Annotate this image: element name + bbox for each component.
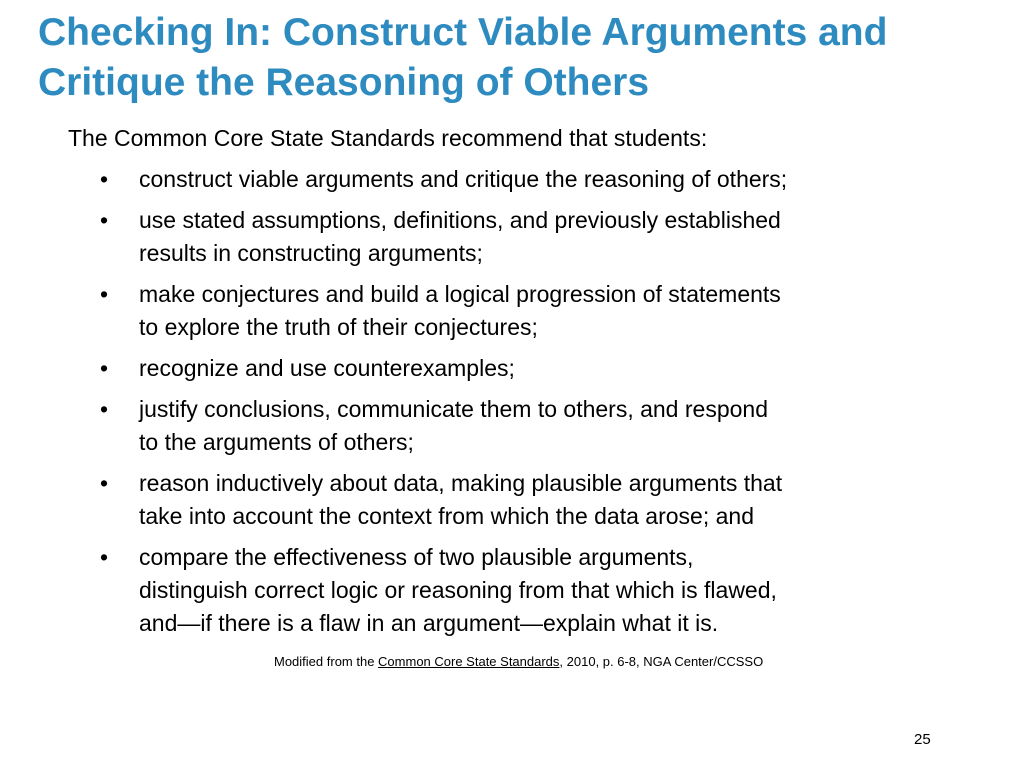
intro-text: The Common Core State Standards recommend that students: — [68, 125, 708, 151]
citation — [274, 654, 763, 670]
bullet-dot: • — [100, 544, 109, 570]
bullet-text-line: to explore the truth of their conjectures; — [139, 314, 538, 340]
bullet-text-line: make conjectures and build a logical progression of statements — [139, 281, 781, 307]
bullet-text-line: justify conclusions, communicate them to others, and respond — [139, 396, 768, 422]
bullet-text-line: take into account the context from which the data arose; and — [139, 503, 754, 529]
citation-prefix: Modified from the — [274, 654, 379, 669]
bullet-dot: • — [100, 355, 109, 381]
bullet-text-line: to the arguments of others; — [139, 429, 414, 455]
bullet-item-2 — [100, 204, 980, 270]
bullet-text-line: distinguish correct logic or reasoning from that which is flawed, — [139, 577, 777, 603]
page-number: 25 — [914, 731, 931, 748]
bullet-text-line: recognize and use counterexamples; — [139, 355, 515, 381]
bullet-list — [100, 163, 980, 648]
bullet-item-5 — [100, 393, 980, 459]
bullet-dot: • — [100, 281, 109, 307]
slide-title-line-2: Critique the Reasoning of Others — [38, 61, 650, 104]
bullet-text-line: use stated assumptions, definitions, and previously established — [139, 207, 781, 233]
bullet-text-line: construct viable arguments and critique the reasoning of others; — [139, 166, 788, 192]
slide-title — [38, 8, 1008, 108]
bullet-dot: • — [100, 470, 109, 496]
bullet-text-line: and—if there is a flaw in an argument—explain what it is. — [139, 610, 719, 636]
bullet-text-line: reason inductively about data, making plausible arguments that — [139, 470, 783, 496]
bullet-text-line: results in constructing arguments; — [139, 240, 483, 266]
bullet-dot: • — [100, 166, 109, 192]
bullet-item-3 — [100, 278, 980, 344]
bullet-dot: • — [100, 207, 109, 233]
citation-source-link[interactable]: Common Core State Standards — [378, 654, 560, 669]
citation-suffix: , 2010, p. 6-8, NGA Center/CCSSO — [559, 654, 764, 669]
bullet-item-4 — [100, 352, 980, 385]
bullet-item-1 — [100, 163, 980, 196]
bullet-text-line: compare the effectiveness of two plausible arguments, — [139, 544, 694, 570]
bullet-item-7 — [100, 541, 980, 640]
slide-title-line-1: Checking In: Construct Viable Arguments and — [38, 11, 888, 54]
bullet-dot: • — [100, 396, 109, 422]
bullet-item-6 — [100, 467, 980, 533]
